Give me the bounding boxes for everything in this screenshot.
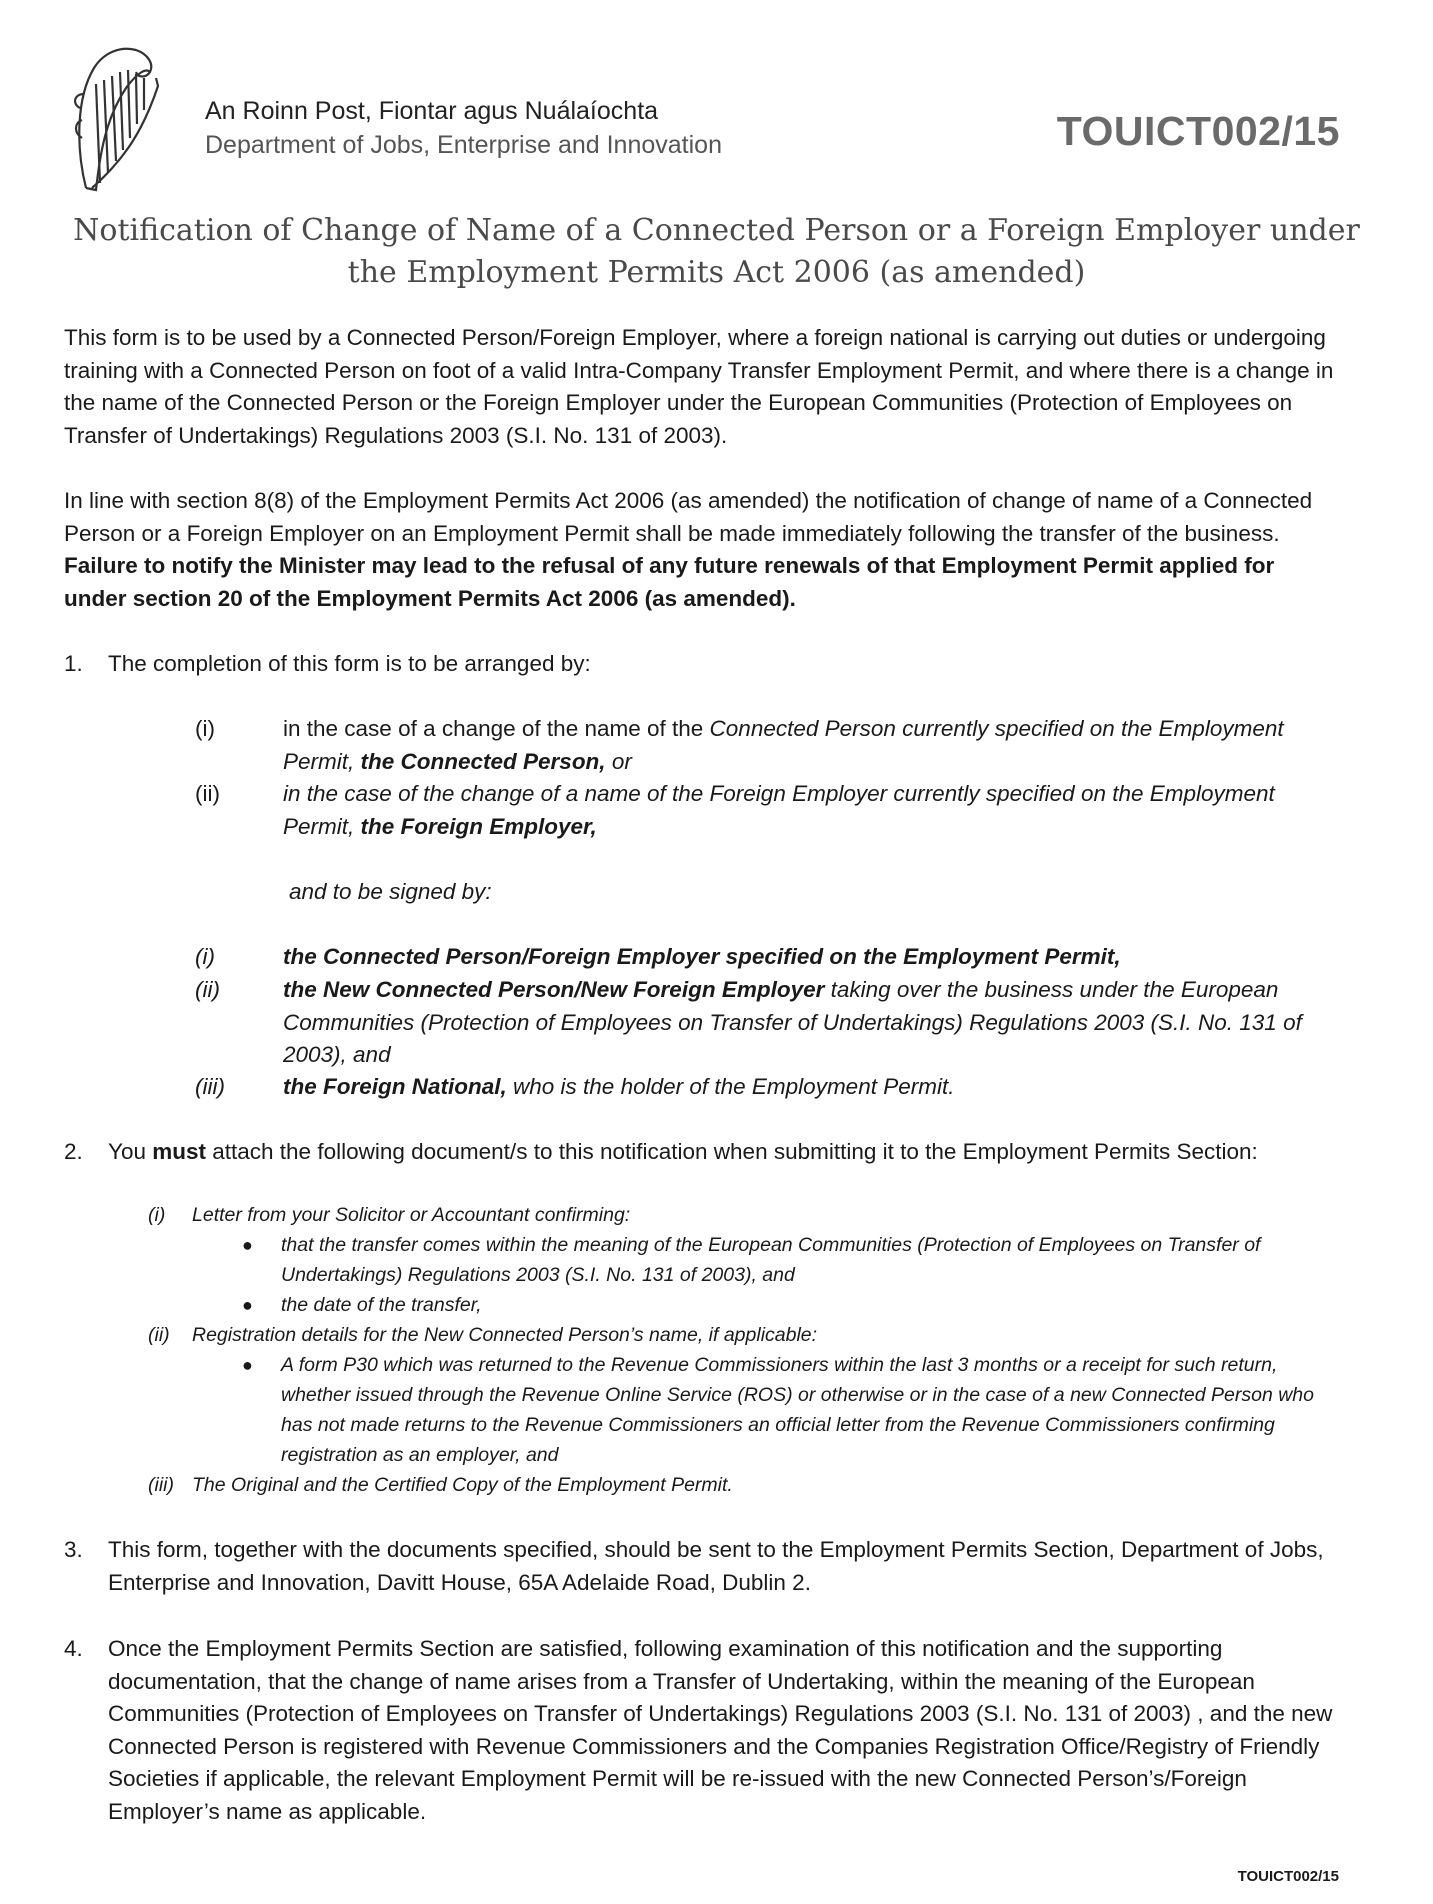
documents-sub-ii: (ii) Registration details for the New Connected Person’s name, if applicable: — [148, 1324, 818, 1346]
sub-number: (ii) — [195, 781, 220, 806]
intro-paragraph: This form is to be used by a Connected Person/Foreign Employer, where a foreign national is carrying out duties or undergoing training with a Connected Person on foot of a valid Intra-Company Transfer Employment Permit, and where there is a change in the name of the Connected Person or the Foreign Employer under the European Communities (Protection of Employees on Transfer of Undertakings) Regulations 2003 (S.I. No. 131 of 2003). — [64, 325, 1334, 448]
bullet-icon: ● — [242, 1235, 253, 1255]
form-code: TOUICT002/15 — [1056, 108, 1340, 154]
list-item-1 — [64, 648, 1354, 681]
documents-bullet: ● that the transfer comes within the meaning of the European Communities (Protection of Employees on Transfer of Undertakings) Regulations 2003 (S.I. No. 131 of 2003), and — [242, 1230, 1332, 1290]
signed-by-intro: and to be signed by: — [289, 879, 492, 904]
title-line-2: the Employment Permits Act 2006 (as amended) — [347, 255, 1086, 290]
bullet-icon: ● — [242, 1355, 253, 1375]
arranged-by-ii: (ii) in the case of the change of a name of the Foreign Employer currently specified on the Employment Permit, the Foreign Employer, — [195, 778, 1335, 843]
department-name — [205, 94, 722, 162]
notice-text: In line with section 8(8) of the Employment Permits Act 2006 (as amended) the notification of change of name of a Connected Person or a Foreign Employer on an Employment Permit shall be made immediately following the transfer of the business. — [64, 488, 1313, 546]
documents-bullet: ● the date of the transfer, — [242, 1290, 1332, 1320]
list-item-2: 2. You must attach the following document/s to this notification when submitting it to the Employment Permits Section: — [64, 1139, 1258, 1164]
arranged-by-i: (i) in the case of a change of the name of the Connected Person currently specified on the Employment Permit, the Connected Person, or — [195, 713, 1335, 778]
notice-paragraph — [64, 485, 1334, 615]
documents-sub-iii: (iii) The Original and the Certified Copy of the Employment Permit. — [148, 1474, 733, 1496]
signed-by-iii: (iii) the Foreign National, who is the holder of the Employment Permit. — [195, 1074, 955, 1099]
list-item-4: 4. Once the Employment Permits Section are satisfied, following examination of this notification and the supporting documentation, that the change of name arises from a Transfer of Undertaking, within the meaning of the European Communities (Protection of Employees on Transfer of Undertakings) Regulations 2003 (S.I. No. 131 of 2003) , and the new Connected Person is registered with Revenue Commissioners and the Companies Registration Office/Registry of Friendly Societies if applicable, the relevant Employment Permit will be re-issued with the new Connected Person’s/Foreign Employer’s name as applicable. — [64, 1636, 1333, 1824]
list-item-3: 3. This form, together with the documents specified, should be sent to the Employment Permits Section, Department of Jobs, Enterprise and Innovation, Davitt House, 65A Adelaide Road, Dublin 2. — [64, 1537, 1324, 1595]
documents-bullet: ● A form P30 which was returned to the Revenue Commissioners within the last 3 months or a receipt for such return, whether issued through the Revenue Online Service (ROS) or otherwise or in the case of a new Connected Person who has not made returns to the Revenue Commissioners an official letter from the Revenue Commissioners confirming registration as an employer, and — [242, 1350, 1332, 1470]
department-name-irish: An Roinn Post, Fiontar agus Nuálaíochta — [205, 97, 659, 125]
title-line-1: Notification of Change of Name of a Connected Person or a Foreign Employer under — [73, 213, 1360, 248]
page-title — [60, 210, 1373, 294]
footer-form-code: TOUICT002/15 — [1237, 1868, 1339, 1885]
department-name-english: Department of Jobs, Enterprise and Innovation — [205, 131, 722, 159]
notice-warning: Failure to notify the Minister may lead to the refusal of any future renewals of that Employment Permit applied for under section 20 of the Employment Permits Act 2006 (as amended). — [64, 553, 1275, 611]
item-number: 1. — [64, 651, 83, 676]
signed-by-i: (i) the Connected Person/Foreign Employer specified on the Employment Permit, — [195, 944, 1121, 969]
documents-sub-i: (i) Letter from your Solicitor or Accountant confirming: — [148, 1204, 631, 1226]
sub-number: (i) — [195, 716, 215, 741]
signed-by-ii: (ii) the New Connected Person/New Foreign Employer taking over the business under the European Communities (Protection of Employees on Transfer of Undertakings) Regulations 2003 (S.I. No. 131 of 2003), and — [195, 977, 1302, 1067]
item-text: The completion of this form is to be arranged by: — [108, 651, 591, 676]
harp-emblem-icon — [66, 38, 164, 200]
bullet-icon: ● — [242, 1295, 253, 1315]
